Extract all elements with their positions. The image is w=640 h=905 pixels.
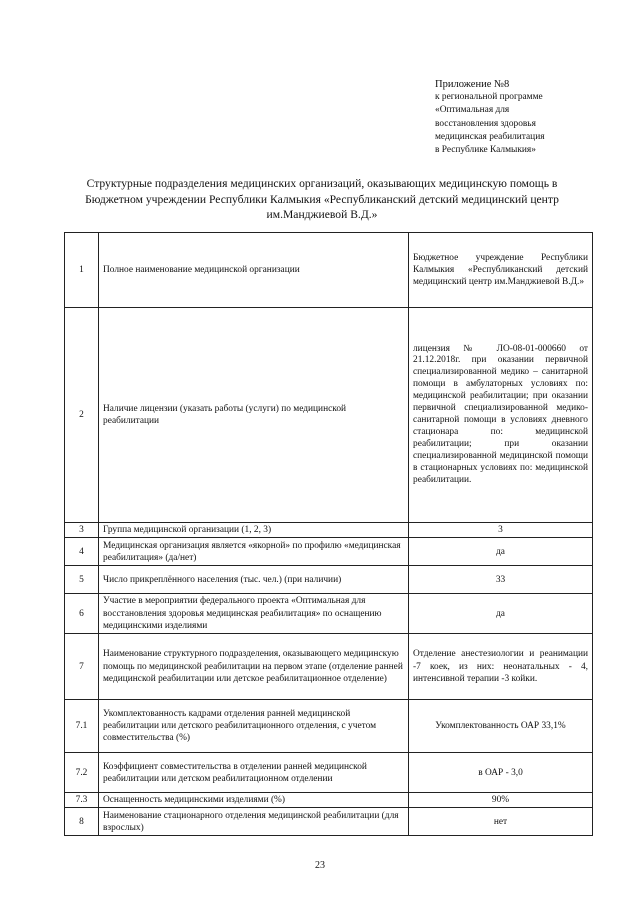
row-value: в ОАР - 3,0 [409,753,593,793]
table-row [65,700,593,753]
row-number: 7 [65,634,99,700]
row-number: 5 [65,566,99,594]
table-row [65,566,593,594]
row-number: 7.2 [65,753,99,793]
row-label: Укомплектованность кадрами отделения ранней медицинской реабилитации или детского реабилитационного отделения, с учетом совместительства (%) [99,700,409,753]
row-label: Число прикреплённого населения (тыс. чел.) (при наличии) [99,566,409,594]
row-number: 7.3 [65,793,99,808]
row-label: Группа медицинской организации (1, 2, 3) [99,523,409,538]
row-value: нет [409,808,593,836]
row-number: 2 [65,308,99,523]
row-number: 3 [65,523,99,538]
table-row [65,753,593,793]
row-number: 8 [65,808,99,836]
row-value: Отделение анестезиологии и реанимации -7 коек, из них: неонатальных - 4, интенсивной терапии -3 койки. [409,634,593,700]
row-number: 7.1 [65,700,99,753]
table-row [65,793,593,808]
row-value: да [409,538,593,566]
table-row [65,538,593,566]
appendix-line: в Республике Калмыкия» [435,145,536,156]
row-number: 1 [65,233,99,308]
appendix-line: восстановления здоровья [435,118,536,129]
row-value: 90% [409,793,593,808]
table-row [65,594,593,634]
row-value: Укомплектованность ОАР 33,1% [409,700,593,753]
table-row [65,523,593,538]
row-label: Медицинская организация является «якорной» по профилю «медицинская реабилитация» (да/нет) [99,538,409,566]
row-value: 3 [409,523,593,538]
row-label: Полное наименование медицинской организации [99,233,409,308]
row-label: Оснащенность медицинскими изделиями (%) [99,793,409,808]
row-label: Наименование стационарного отделения медицинской реабилитации (для взрослых) [99,808,409,836]
row-label: Участие в мероприятии федерального проекта «Оптимальная для восстановления здоровья медицинская реабилитация» по оснащению медицинскими изделиями [99,594,409,634]
appendix-number: Приложение №8 [435,79,510,90]
table-row [65,308,593,523]
row-label: Наличие лицензии (указать работы (услуги) по медицинской реабилитации [99,308,409,523]
page-number: 23 [315,860,325,871]
appendix-block [435,78,610,157]
row-label: Коэффициент совместительства в отделении ранней медицинской реабилитации или детском реабилитационном отделении [99,753,409,793]
appendix-line: «Оптимальная для [435,105,510,116]
row-value: да [409,594,593,634]
table-row [65,233,593,308]
document-title: Структурные подразделения медицинских организаций, оказывающих медицинскую помощь в Бюджетном учреждении Республики Калмыкия «Республиканский детский медицинский центр им.Манджиевой В.Д.» [85,177,559,221]
structure-table [64,232,593,836]
table-row [65,808,593,836]
row-number: 6 [65,594,99,634]
appendix-line: медицинская реабилитация [435,131,545,142]
table-row [65,634,593,700]
appendix-line: к региональной программе [435,92,543,103]
row-label: Наименование структурного подразделения, оказывающего медицинскую помощь по медицинской реабилитации на первом этапе (отделение ранней медицинской реабилитации или детское реабилитационное отделение) [99,634,409,700]
row-value: 33 [409,566,593,594]
row-number: 4 [65,538,99,566]
row-value: Бюджетное учреждение Республики Калмыкия «Республиканский детский медицинский центр им.Манджиевой В.Д.» [409,233,593,308]
row-value: лицензия № ЛО-08-01-000660 от 21.12.2018г. при оказании первичной специализированной медико – санитарной помощи в амбулаторных условиях по: медицинской реабилитации; при оказании первичной специализированной медико-санитарной помощи в условиях дневного стационара по: медицинской реабилитации; при оказании специализированной медицинской помощи в стационарных условиях по: медицинской реабилитации. [409,308,593,523]
